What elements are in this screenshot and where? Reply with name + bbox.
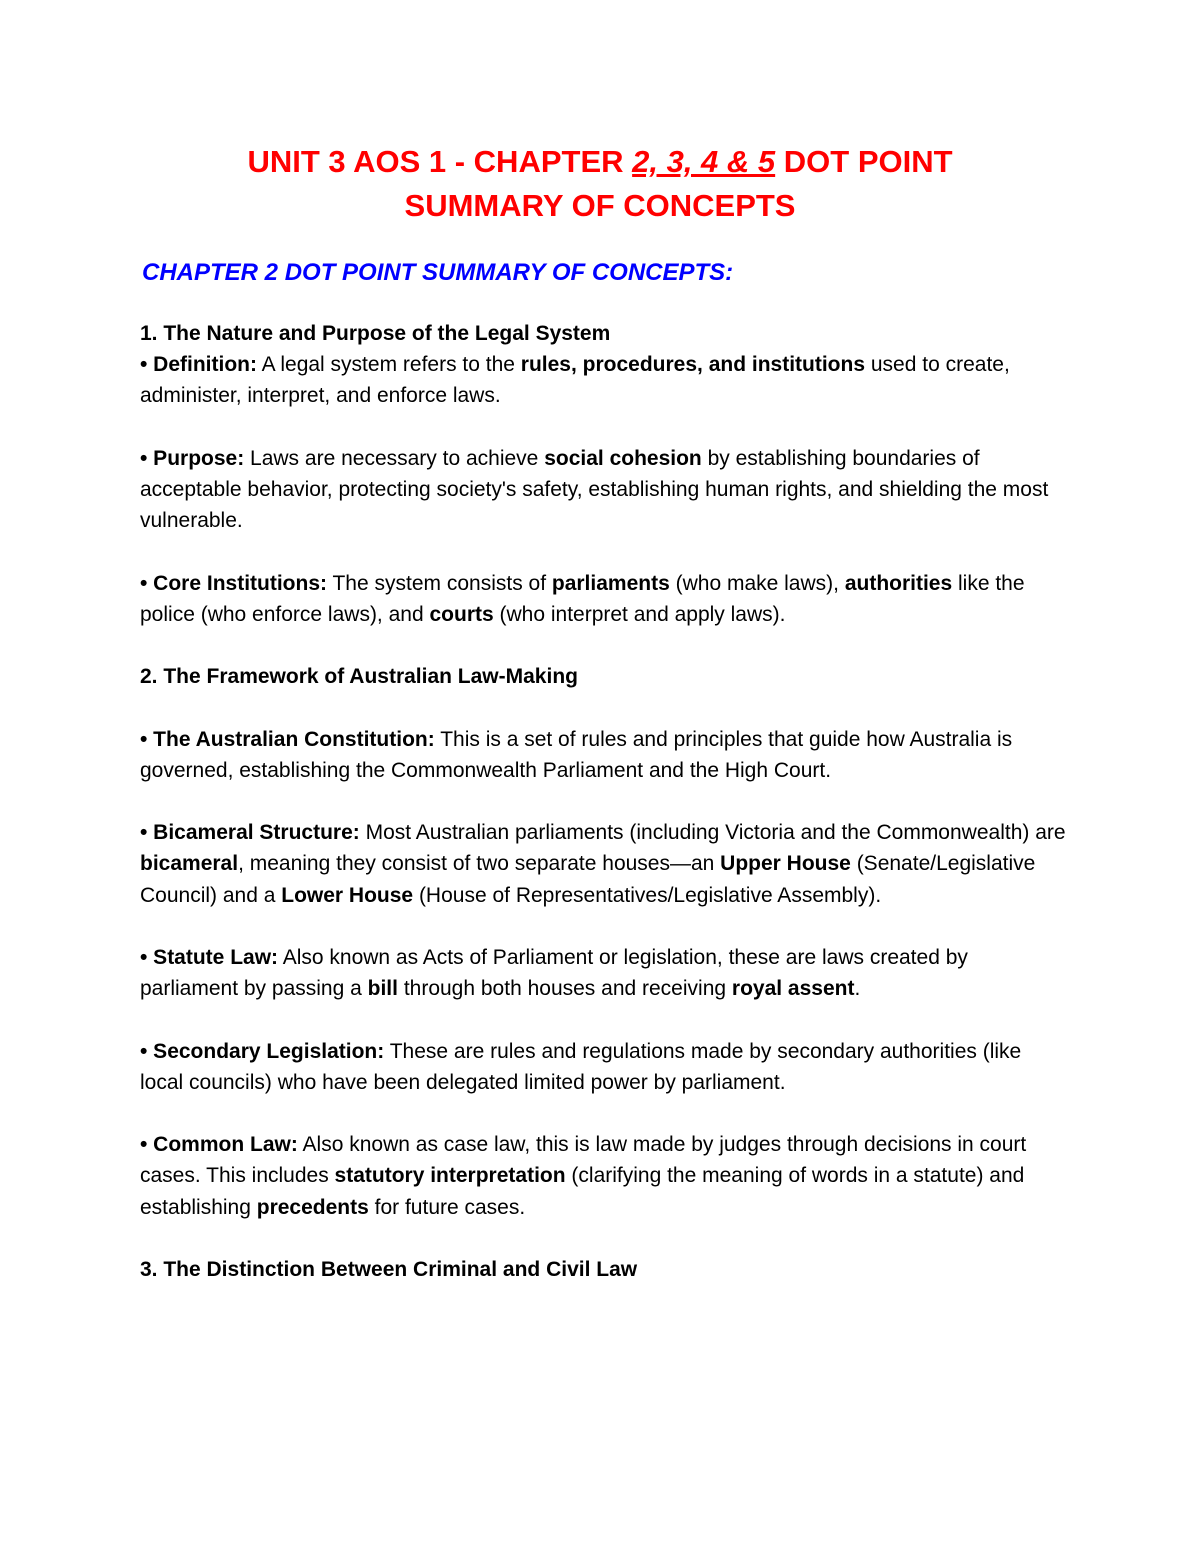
bullet-secondary-legislation: • Secondary Legislation: These are rules and regulations made by secondary authorities (like local councils) who have been delegated limited power by parliament. [140, 1039, 1022, 1094]
bullet-constitution: • The Australian Constitution: This is a set of rules and principles that guide how Australia is governed, establishing the Commonwealth Parliament and the High Court. [140, 727, 1013, 782]
bullet-bicameral: • Bicameral Structure: Most Australian parliaments (including Victoria and the Commonwealth) are bicameral, meaning they consist of two separate houses—an Upper House (Senate/Legislative Council) and a Lower House (House of Representatives/Legislative Assembly). [140, 821, 1066, 907]
title-line-2: SUMMARY OF CONCEPTS [404, 188, 796, 223]
bullet-common-law: • Common Law: Also known as case law, this is law made by judges through decisions in court cases. This includes statutory interpretation (clarifying the meaning of words in a statute) and establishing precedents for future cases. [140, 1133, 1027, 1219]
document-title [0, 140, 1200, 228]
section-heading-3: 3. The Distinction Between Criminal and Civil Law [140, 1257, 638, 1281]
section-heading-1: 1. The Nature and Purpose of the Legal System [140, 322, 611, 345]
bullet-core-institutions: • Core Institutions: The system consists of parliaments (who make laws), authorities like the police (who enforce laws), and courts (who interpret and apply laws). [140, 571, 1025, 626]
bullet-purpose: • Purpose: Laws are necessary to achieve social cohesion by establishing boundaries of acceptable behavior, protecting society's safety, establishing human rights, and shielding the most vulnerable. [140, 446, 1049, 533]
document-body [140, 318, 1070, 1285]
title-line-1: UNIT 3 AOS 1 - CHAPTER 2, 3, 4 & 5 DOT POINT [247, 144, 953, 179]
chapter-heading: CHAPTER 2 DOT POINT SUMMARY OF CONCEPTS: [142, 259, 734, 286]
section-heading-2: 2. The Framework of Australian Law-Making [140, 665, 578, 689]
bullet-statute-law: • Statute Law: Also known as Acts of Parliament or legislation, these are laws created by parliament by passing a bill through both houses and receiving royal assent. [140, 945, 968, 1001]
chapter-numbers: 2, 3, 4 & 5 [632, 144, 776, 179]
bullet-definition: • Definition: A legal system refers to the rules, procedures, and institutions used to create, administer, interpret, and enforce laws. [140, 353, 1010, 408]
